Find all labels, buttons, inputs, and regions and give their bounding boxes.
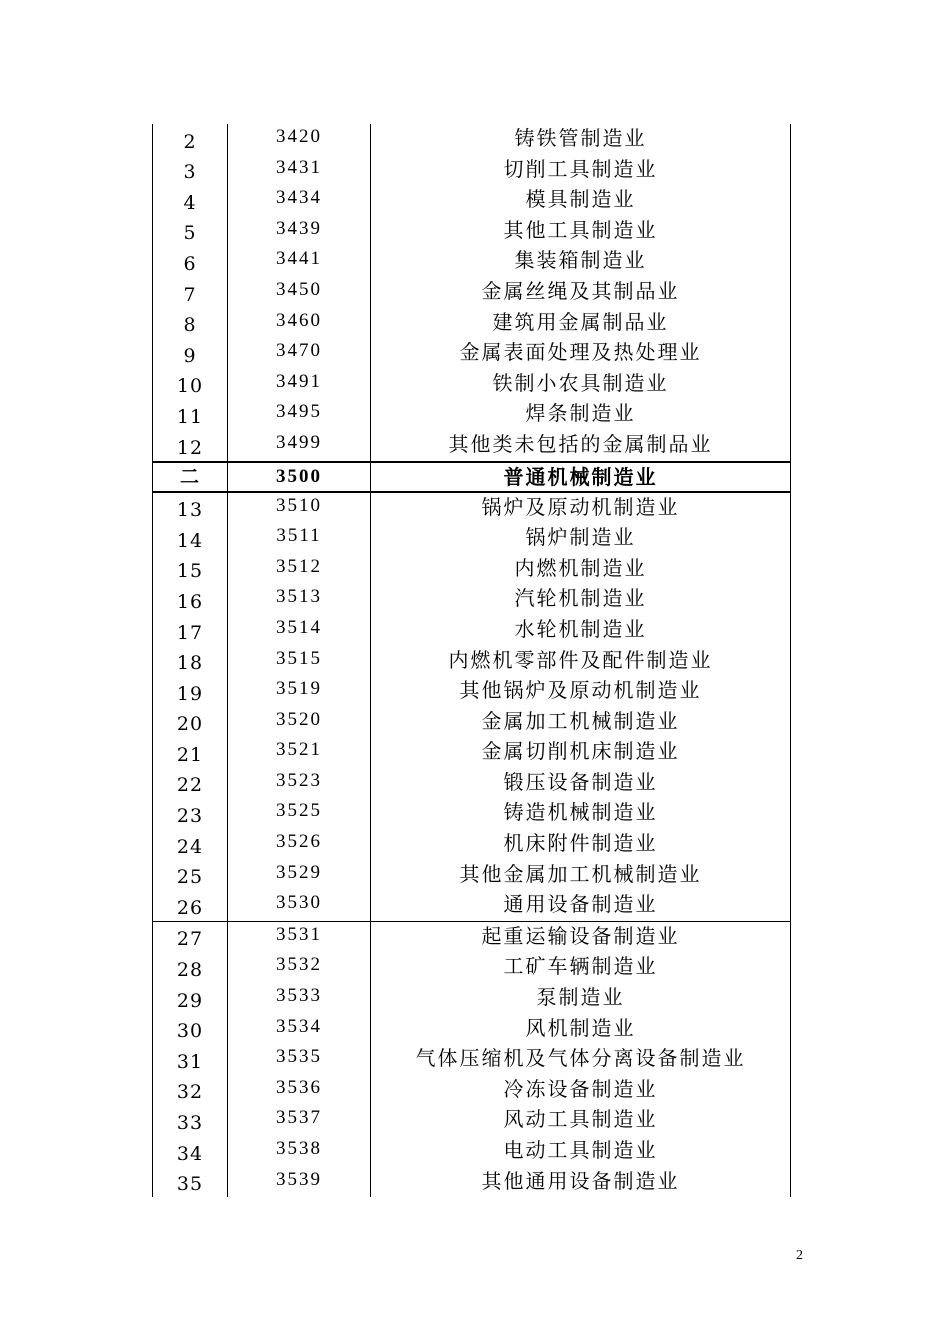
industry-name-cell: 集装箱制造业 xyxy=(371,246,791,277)
industry-code-cell: 3441 xyxy=(228,246,371,277)
table-row xyxy=(153,676,791,707)
industry-code-cell: 3539 xyxy=(228,1167,371,1198)
industry-name-cell: 金属丝绳及其制品业 xyxy=(371,277,791,308)
industry-name-cell: 其他金属加工机械制造业 xyxy=(371,860,791,891)
industry-name-cell: 内燃机制造业 xyxy=(371,554,791,585)
industry-name-cell: 其他锅炉及原动机制造业 xyxy=(371,676,791,707)
industry-code-cell: 3519 xyxy=(228,676,371,707)
table-row xyxy=(153,1136,791,1167)
table-row xyxy=(153,399,791,430)
industry-code-cell: 3470 xyxy=(228,338,371,369)
industry-name-cell: 其他工具制造业 xyxy=(371,216,791,247)
industry-catalog-table xyxy=(152,124,791,1197)
industry-code-cell: 3532 xyxy=(228,952,371,983)
industry-code-cell: 3523 xyxy=(228,768,371,799)
section-header-row xyxy=(153,462,791,492)
row-number-cell: 11 xyxy=(153,399,228,430)
industry-code-cell: 3431 xyxy=(228,155,371,186)
industry-name-cell: 泵制造业 xyxy=(371,983,791,1014)
row-number-cell: 10 xyxy=(153,369,228,400)
industry-code-cell: 3533 xyxy=(228,983,371,1014)
industry-code-cell: 3510 xyxy=(228,492,371,524)
row-number-cell: 20 xyxy=(153,707,228,738)
industry-code-cell: 3450 xyxy=(228,277,371,308)
industry-name-cell: 建筑用金属制品业 xyxy=(371,308,791,339)
row-number-cell: 34 xyxy=(153,1136,228,1167)
table-row xyxy=(153,216,791,247)
row-number-cell: 22 xyxy=(153,768,228,799)
industry-code-cell: 3420 xyxy=(228,124,371,155)
catalog-table-body xyxy=(153,124,791,1197)
industry-name-cell: 冷冻设备制造业 xyxy=(371,1075,791,1106)
industry-name-cell: 其他通用设备制造业 xyxy=(371,1167,791,1198)
row-number-cell: 24 xyxy=(153,829,228,860)
row-number-cell: 二 xyxy=(153,462,228,492)
table-row xyxy=(153,124,791,155)
industry-code-cell: 3515 xyxy=(228,646,371,677)
row-number-cell: 17 xyxy=(153,615,228,646)
table-row xyxy=(153,338,791,369)
row-number-cell: 30 xyxy=(153,1014,228,1045)
row-number-cell: 4 xyxy=(153,185,228,216)
table-row xyxy=(153,155,791,186)
industry-code-cell: 3495 xyxy=(228,399,371,430)
table-row xyxy=(153,277,791,308)
industry-code-cell: 3531 xyxy=(228,921,371,952)
row-number-cell: 2 xyxy=(153,124,228,155)
industry-name-cell: 机床附件制造业 xyxy=(371,829,791,860)
table-row xyxy=(153,554,791,585)
table-row xyxy=(153,737,791,768)
table-row xyxy=(153,1075,791,1106)
table-row xyxy=(153,952,791,983)
row-number-cell: 7 xyxy=(153,277,228,308)
industry-name-cell: 水轮机制造业 xyxy=(371,615,791,646)
industry-code-cell: 3512 xyxy=(228,554,371,585)
table-row xyxy=(153,308,791,339)
industry-code-cell: 3521 xyxy=(228,737,371,768)
industry-name-cell: 通用设备制造业 xyxy=(371,890,791,921)
table-row xyxy=(153,1014,791,1045)
table-row xyxy=(153,890,791,921)
industry-code-cell: 3499 xyxy=(228,430,371,462)
industry-name-cell: 锅炉制造业 xyxy=(371,523,791,554)
table-row xyxy=(153,707,791,738)
industry-code-cell: 3513 xyxy=(228,584,371,615)
table-row xyxy=(153,768,791,799)
industry-code-cell: 3491 xyxy=(228,369,371,400)
industry-name-cell: 风机制造业 xyxy=(371,1014,791,1045)
row-number-cell: 13 xyxy=(153,492,228,524)
table-row xyxy=(153,983,791,1014)
table-row xyxy=(153,921,791,952)
industry-code-cell: 3434 xyxy=(228,185,371,216)
industry-code-cell: 3439 xyxy=(228,216,371,247)
industry-name-cell: 铁制小农具制造业 xyxy=(371,369,791,400)
row-number-cell: 5 xyxy=(153,216,228,247)
industry-name-cell: 切削工具制造业 xyxy=(371,155,791,186)
page-number: 2 xyxy=(796,1248,803,1263)
industry-code-cell: 3514 xyxy=(228,615,371,646)
row-number-cell: 12 xyxy=(153,430,228,462)
industry-name-cell: 汽轮机制造业 xyxy=(371,584,791,615)
row-number-cell: 23 xyxy=(153,798,228,829)
industry-code-cell: 3520 xyxy=(228,707,371,738)
table-row xyxy=(153,1044,791,1075)
row-number-cell: 3 xyxy=(153,155,228,186)
industry-code-cell: 3526 xyxy=(228,829,371,860)
table-row xyxy=(153,829,791,860)
industry-name-cell: 铸铁管制造业 xyxy=(371,124,791,155)
industry-code-cell: 3511 xyxy=(228,523,371,554)
table-row xyxy=(153,798,791,829)
table-row xyxy=(153,584,791,615)
table-row xyxy=(153,246,791,277)
industry-code-cell: 3460 xyxy=(228,308,371,339)
industry-code-cell: 3536 xyxy=(228,1075,371,1106)
industry-name-cell: 焊条制造业 xyxy=(371,399,791,430)
table-row xyxy=(153,523,791,554)
industry-name-cell: 铸造机械制造业 xyxy=(371,798,791,829)
row-number-cell: 29 xyxy=(153,983,228,1014)
row-number-cell: 26 xyxy=(153,890,228,921)
industry-name-cell: 普通机械制造业 xyxy=(371,462,791,492)
industry-code-cell: 3525 xyxy=(228,798,371,829)
table-row xyxy=(153,492,791,524)
row-number-cell: 15 xyxy=(153,554,228,585)
row-number-cell: 25 xyxy=(153,860,228,891)
table-row xyxy=(153,430,791,462)
row-number-cell: 19 xyxy=(153,676,228,707)
industry-code-cell: 3537 xyxy=(228,1105,371,1136)
industry-code-cell: 3529 xyxy=(228,860,371,891)
row-number-cell: 35 xyxy=(153,1167,228,1198)
industry-code-cell: 3534 xyxy=(228,1014,371,1045)
industry-name-cell: 金属切削机床制造业 xyxy=(371,737,791,768)
row-number-cell: 33 xyxy=(153,1105,228,1136)
industry-name-cell: 风动工具制造业 xyxy=(371,1105,791,1136)
row-number-cell: 31 xyxy=(153,1044,228,1075)
row-number-cell: 27 xyxy=(153,921,228,952)
industry-name-cell: 内燃机零部件及配件制造业 xyxy=(371,646,791,677)
row-number-cell: 32 xyxy=(153,1075,228,1106)
table-row xyxy=(153,1105,791,1136)
industry-code-cell: 3538 xyxy=(228,1136,371,1167)
industry-name-cell: 气体压缩机及气体分离设备制造业 xyxy=(371,1044,791,1075)
table-row xyxy=(153,369,791,400)
table-row xyxy=(153,860,791,891)
row-number-cell: 14 xyxy=(153,523,228,554)
industry-name-cell: 金属表面处理及热处理业 xyxy=(371,338,791,369)
table-row xyxy=(153,185,791,216)
row-number-cell: 6 xyxy=(153,246,228,277)
row-number-cell: 8 xyxy=(153,308,228,339)
industry-name-cell: 起重运输设备制造业 xyxy=(371,921,791,952)
table-row xyxy=(153,615,791,646)
row-number-cell: 9 xyxy=(153,338,228,369)
row-number-cell: 18 xyxy=(153,646,228,677)
industry-name-cell: 锻压设备制造业 xyxy=(371,768,791,799)
industry-name-cell: 电动工具制造业 xyxy=(371,1136,791,1167)
industry-name-cell: 模具制造业 xyxy=(371,185,791,216)
industry-code-cell: 3535 xyxy=(228,1044,371,1075)
industry-code-cell: 3530 xyxy=(228,890,371,921)
industry-name-cell: 工矿车辆制造业 xyxy=(371,952,791,983)
table-row xyxy=(153,1167,791,1198)
row-number-cell: 16 xyxy=(153,584,228,615)
industry-name-cell: 锅炉及原动机制造业 xyxy=(371,492,791,524)
industry-code-cell: 3500 xyxy=(228,462,371,492)
table-row xyxy=(153,646,791,677)
row-number-cell: 28 xyxy=(153,952,228,983)
industry-name-cell: 金属加工机械制造业 xyxy=(371,707,791,738)
row-number-cell: 21 xyxy=(153,737,228,768)
industry-name-cell: 其他类未包括的金属制品业 xyxy=(371,430,791,462)
